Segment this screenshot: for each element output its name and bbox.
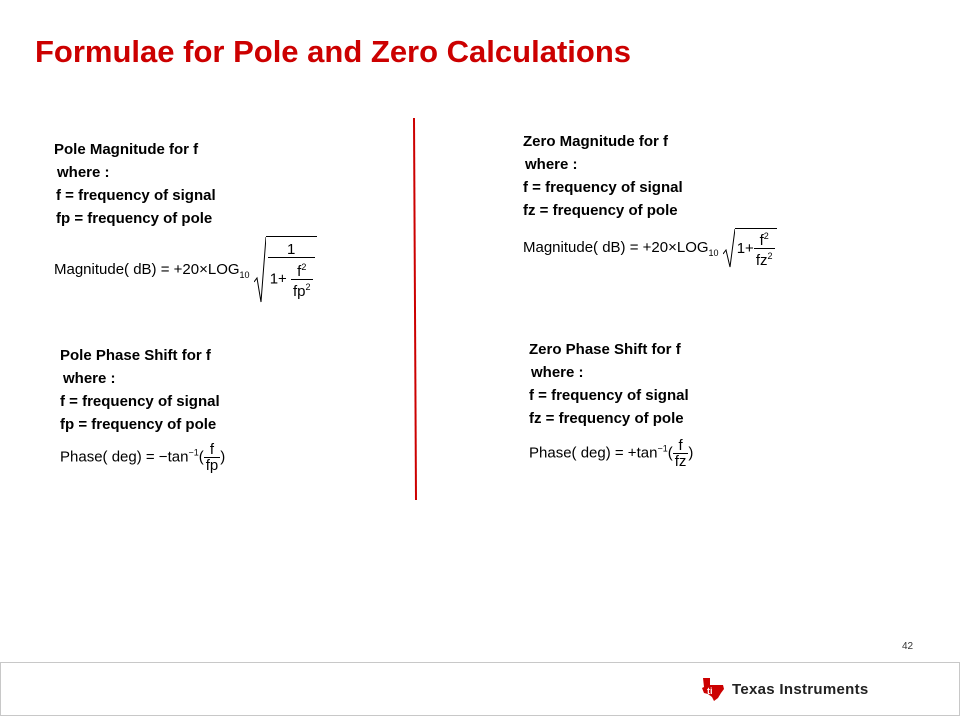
pole-phase-close: ) [220,448,226,466]
pole-phase-fraction [204,442,221,473]
pole-magnitude-numerator: 1 [286,241,296,258]
pole-magnitude-outer-fraction [268,242,315,299]
svg-text:ti: ti [707,686,713,696]
pole-magnitude-inner-fraction [291,260,313,299]
square-root-icon [254,236,266,304]
zero-magnitude-den-exp: 2 [767,251,773,261]
zero-magnitude-def-fz: fz = frequency of pole [523,202,678,219]
zero-phase-num: f [678,437,683,454]
page-title: Formulae for Pole and Zero Calculations [35,34,631,69]
pole-magnitude-heading: Pole Magnitude for f [54,141,199,158]
pole-phase-open: ( [198,448,204,466]
zero-magnitude-def-f: f = frequency of signal [523,179,683,196]
zero-magnitude-formula [523,228,777,268]
zero-phase-den: fz [674,453,687,470]
pole-magnitude-inner-num: f [297,263,302,280]
zero-phase-def-f: f = frequency of signal [529,387,689,404]
zero-magnitude-den: fz [755,252,768,269]
pole-magnitude-inner-den: fp [293,283,306,300]
pole-phase-heading: Pole Phase Shift for f [60,347,211,364]
zero-phase-tan-exp: −1 [657,443,668,454]
zero-magnitude-where: where : [525,156,578,173]
pole-magnitude-inner-den-exp: 2 [305,282,311,292]
pole-phase-tan-exp: −1 [188,447,199,458]
zero-magnitude-log-base: 10 [708,247,719,258]
zero-phase-where: where : [531,364,584,381]
pole-magnitude-log-base: 10 [239,269,250,280]
page-number: 42 [902,641,914,652]
pole-magnitude-radical [254,236,317,304]
pole-phase-def-f: f = frequency of signal [60,393,220,410]
zero-magnitude-fraction [754,229,775,268]
brand-logo [700,676,869,702]
zero-magnitude-num: f [759,232,764,249]
brand-name: Texas Instruments [732,680,869,698]
zero-magnitude-heading: Zero Magnitude for f [523,133,668,150]
pole-magnitude-where: where : [57,164,110,181]
center-divider [413,118,417,500]
zero-phase-fraction [673,438,689,469]
zero-magnitude-radical [723,228,777,268]
zero-phase-formula [529,438,693,469]
zero-phase-section [529,338,689,430]
pole-magnitude-den-prefix: 1+ [269,270,287,288]
pole-magnitude-section [54,138,216,230]
pole-phase-formula [60,442,225,473]
zero-phase-heading: Zero Phase Shift for f [529,341,681,358]
zero-magnitude-lhs: Magnitude( dB) = +20×LOG [523,238,709,256]
zero-phase-close: ) [688,444,694,462]
pole-magnitude-lhs: Magnitude( dB) = +20×LOG [54,260,240,278]
pole-phase-where: where : [63,370,116,387]
pole-phase-lhs: Phase( deg) = −tan [60,448,189,466]
zero-phase-open: ( [667,444,673,462]
zero-magnitude-num-exp: 2 [763,231,769,241]
pole-phase-def-fp: fp = frequency of pole [60,416,217,433]
square-root-icon [723,228,735,268]
zero-phase-def-fz: fz = frequency of pole [529,410,684,427]
zero-magnitude-prefix: 1+ [736,240,754,257]
texas-state-logo-icon [700,676,726,702]
pole-phase-section [60,344,220,436]
zero-magnitude-section [523,130,683,222]
pole-phase-den: fp [205,457,219,474]
pole-magnitude-def-fp: fp = frequency of pole [56,210,213,227]
zero-phase-lhs: Phase( deg) = +tan [529,444,658,462]
pole-phase-num: f [209,441,215,458]
pole-magnitude-inner-num-exp: 2 [301,262,307,272]
pole-magnitude-def-f: f = frequency of signal [56,187,216,204]
pole-magnitude-formula [54,236,317,304]
